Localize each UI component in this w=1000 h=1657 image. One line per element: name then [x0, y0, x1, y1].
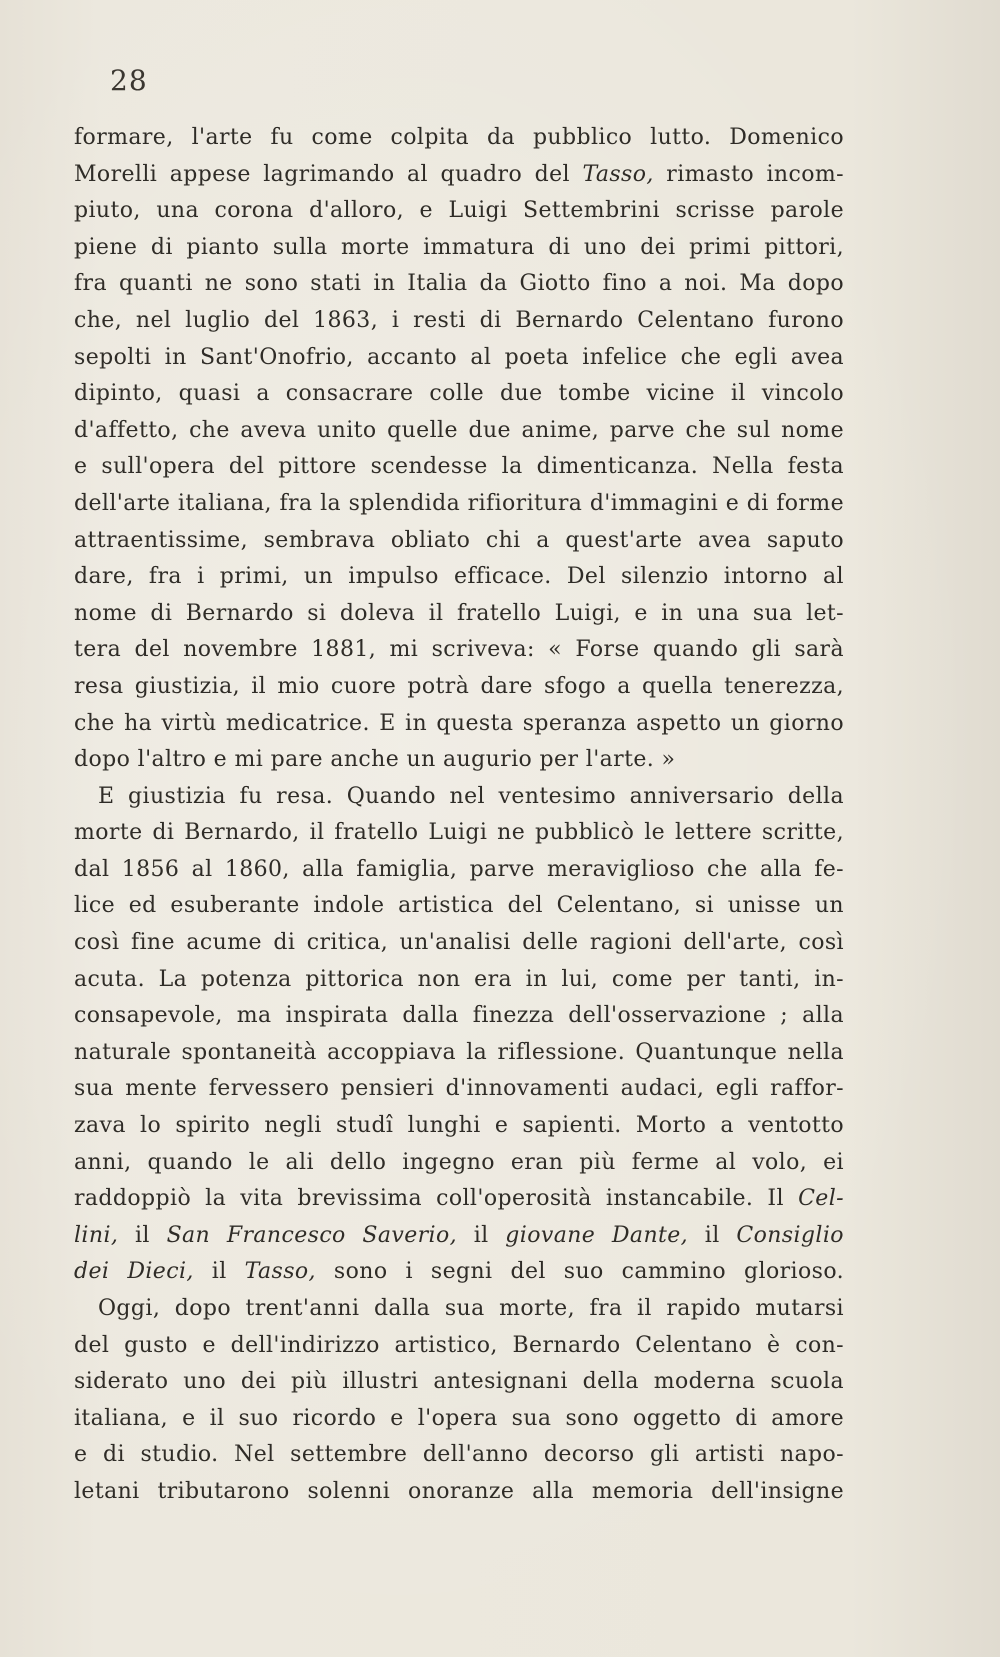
body-text [74, 120, 844, 1511]
italic-title: lini, [74, 1222, 119, 1248]
text-line: dipinto, quasi a consacrare colle due tombe vicine il vincolo [74, 381, 844, 407]
text-line: E giustizia fu resa. Quando nel ventesimo anniversario della [98, 783, 844, 809]
text-line: del gusto e dell'indirizzo artistico, Bernardo Celentano è con- [74, 1332, 844, 1358]
text-line: Morelli appese lagrimando al quadro del Tasso, rimasto incom- [74, 161, 844, 187]
italic-title: San Francesco Saverio, [166, 1222, 458, 1248]
text-line: sua mente fervessero pensieri d'innovamenti audaci, egli raffor- [74, 1076, 844, 1102]
text-line: piene di pianto sulla morte immatura di uno dei primi pittori, [74, 234, 844, 260]
text-line: fra quanti ne sono stati in Italia da Giotto fino a noi. Ma dopo [74, 271, 844, 297]
text-line: Oggi, dopo trent'anni dalla sua morte, fra il rapido mutarsi [98, 1296, 844, 1321]
text-line: d'affetto, che aveva unito quelle due anime, parve che sul nome [74, 417, 844, 443]
text-line: dopo l'altro e mi pare anche un augurio per l'arte. » [74, 747, 676, 773]
text-line: naturale spontaneità accoppiava la riflessione. Quantunque nella [74, 1039, 844, 1065]
text-line: e sull'opera del pittore scendesse la dimenticanza. Nella festa [74, 454, 844, 480]
text-line: dare, fra i primi, un impulso efficace. Del silenzio intorno al [74, 564, 844, 590]
text-line: nome di Bernardo si doleva il fratello Luigi, e in una sua let- [74, 600, 844, 626]
text-line: resa giustizia, il mio cuore potrà dare sfogo a quella tenerezza, [74, 673, 844, 699]
text-line: zava lo spirito negli studî lunghi e sapienti. Morto a ventotto [74, 1113, 844, 1139]
italic-title: dei Dieci, [74, 1259, 194, 1285]
italic-title: Cel- [798, 1186, 844, 1212]
text-line: che ha virtù medicatrice. E in questa speranza aspetto un giorno [74, 710, 844, 736]
text-line: letani tributarono solenni onoranze alla memoria dell'insigne [74, 1478, 844, 1504]
text-line: e di studio. Nel settembre dell'anno decorso gli artisti napo- [74, 1442, 844, 1468]
text-line: anni, quando le ali dello ingegno eran più ferme al volo, ei [74, 1149, 844, 1175]
italic-title: Tasso, [244, 1259, 316, 1285]
text-line: italiana, e il suo ricordo e l'opera sua sono oggetto di amore [74, 1405, 844, 1431]
text-line: attraentissime, sembrava obliato chi a quest'arte avea saputo [74, 527, 844, 553]
italic-title: Tasso, [582, 161, 654, 187]
text-line: dei Dieci, il Tasso, sono i segni del suo cammino glorioso. [74, 1259, 844, 1285]
text-line: siderato uno dei più illustri antesignani della moderna scuola [74, 1369, 844, 1395]
text-line: che, nel luglio del 1863, i resti di Bernardo Celentano furono [74, 307, 844, 333]
text-line: acuta. La potenza pittorica non era in lui, come per tanti, in- [74, 966, 844, 992]
text-line: dal 1856 al 1860, alla famiglia, parve meraviglioso che alla fe- [74, 856, 844, 882]
italic-title: giovane Dante, [505, 1222, 689, 1248]
text-line: formare, l'arte fu come colpita da pubblico lutto. Domenico [74, 125, 844, 150]
page-number: 28 [110, 64, 148, 97]
text-line: piuto, una corona d'alloro, e Luigi Settembrini scrisse parole [74, 198, 844, 224]
text-line: tera del novembre 1881, mi scriveva: « Forse quando gli sarà [74, 637, 844, 663]
text-line: sepolti in Sant'Onofrio, accanto al poeta infelice che egli avea [74, 344, 844, 370]
text-line: raddoppiò la vita brevissima coll'operosità instancabile. Il Cel- [74, 1186, 844, 1212]
text-line: così fine acume di critica, un'analisi delle ragioni dell'arte, così [74, 930, 844, 956]
text-line: consapevole, ma inspirata dalla finezza dell'osservazione ; alla [74, 1003, 844, 1029]
text-line: morte di Bernardo, il fratello Luigi ne pubblicò le lettere scritte, [74, 820, 844, 846]
text-line: lice ed esuberante indole artistica del Celentano, si unisse un [74, 893, 844, 919]
text-line: dell'arte italiana, fra la splendida rifioritura d'immagini e di forme [74, 490, 844, 516]
text-line: lini, il San Francesco Saverio, il giovane Dante, il Consiglio [74, 1222, 844, 1248]
italic-title: Consiglio [736, 1222, 844, 1248]
